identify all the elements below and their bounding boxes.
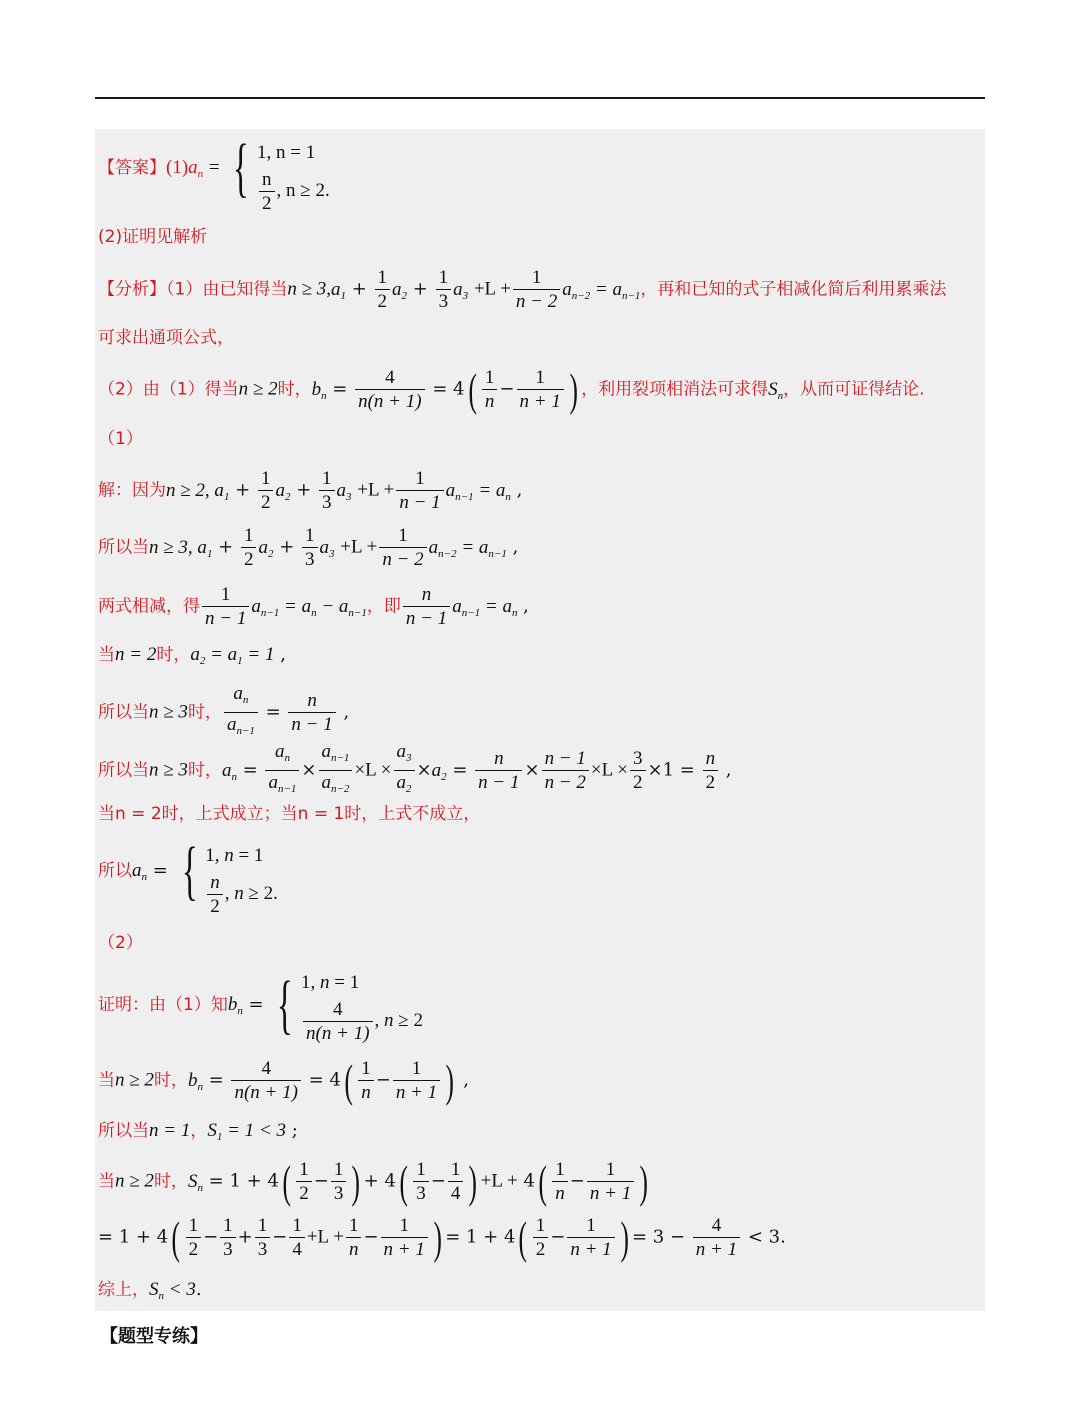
solution-line-1: 解：因为n ≥ 2, $a_1$ + $\frac{1}{2}$ $a_2$ + $\frac{1}{3}$ $a_3 +L$ + $\frac{1}{n - 1}$ $a_{n-1} = a_n$ , — [98, 468, 523, 513]
solution-line-3: 两式相减，得 $\frac{1}{n - 1}$ $a_{n-1} = a_n - a_{n-1}$，即 $\frac{n}{n - 1}$ $a_{n-1} = a_n$ , — [98, 584, 529, 629]
solution-line-11: 所以当n = 1，$S_1 = 1 < 3$ ; — [98, 1120, 298, 1143]
header-rule — [95, 97, 985, 99]
solution-line-7: 当n = 2时，上式成立；当n = 1时，上式不成立， — [98, 804, 481, 824]
analysis-line-3: （2）由（1）得当n ≥ 2时，$b_n$ = $\frac{4}{n(n + 1)}$ = 4( $\frac{1}{n}$ − $\frac{1}{n + 1}$ ) ，利用裂项相消法可求得$S_n$，从而可证得结论. — [98, 363, 925, 415]
analysis-line-1: 【分析】（1）由已知得当$n \ge 3,a_1$ + $\frac{1}{2}$ $a_2$ + $\frac{1}{3}$ $a_3 +L$ + $\frac{1}{n - 2}$ $a_{n-2} = a_{n-1}$，再和已知的式子相减化简后利用累乘法 — [98, 267, 947, 312]
analysis-tag: 【分析】 — [98, 279, 166, 300]
solution-line-10: 当n ≥ 2时，$b_n$ = $\frac{4}{n(n + 1)}$ = 4( $\frac{1}{n}$ − $\frac{1}{n + 1}$ ) , — [98, 1054, 469, 1106]
solution-line-4: 当n = 2时，$a_2 = a_1 = 1$ , — [98, 644, 286, 667]
solution-line-2: 所以当n ≥ 3, $a_1$ + $\frac{1}{2}$ $a_2$ + $\frac{1}{3}$ $a_3 +L$ + $\frac{1}{n - 2}$ $a_{n-2} = a_{n-1}$ , — [98, 525, 519, 570]
analysis-line-2: 可求出通项公式， — [98, 328, 234, 348]
solution-line-8: 所以$a_n$ = { 1, n = 1 $\frac{n}{2}$ , n ≥ 2. — [98, 834, 278, 917]
answer-tag: 【答案】 — [98, 158, 166, 178]
solution-label-1: （1） — [98, 429, 143, 449]
solution-line-5: 所以当n ≥ 3时， $\frac{a_n}{a_{n-1}}$ = $\frac{n}{n - 1}$ , — [98, 683, 350, 737]
answer-part2: (2)证明见解析 — [98, 227, 208, 247]
solution-line-14: 综上，$S_n < 3$. — [98, 1279, 202, 1302]
solution-line-12: 当n ≥ 2时，$S_n = 1 + 4$( $\frac{1}{2}$ − $\frac{1}{3}$ ) + 4( $\frac{1}{3}$ − $\frac{1}{4}$ ) +L + 4( $\frac{1}{n}$ − $\frac{1}{n + 1}$ ) — [98, 1155, 649, 1207]
solution-line-6: 所以当n ≥ 3时，$a_n$ = $\frac{a_n}{a_{n-1}}$ × $\frac{a_{n-1}}{a_{n-2}}$ ×L × $\frac{a_3}{a_2}$ $\times a_2$ = $\frac{n}{n - 1}$ × $\frac{n - 1}{n - 2}$ ×L × $\frac{3}{2}$ ×1 = $\frac{n}{2}$ , — [98, 741, 732, 795]
solution-line-13: = 1 + 4( $\frac{1}{2}$ − $\frac{1}{3}$ + $\frac{1}{3}$ − $\frac{1}{4}$ +L + $\frac{1}{n}$ − $\frac{1}{n + 1}$ ) = 1 + 4( $\frac{1}{2}$ − $\frac{1}{n + 1}$ ) = 3 − $\frac{4}{n + 1}$ < 3. — [98, 1211, 786, 1263]
section-heading: 【题型专练】 — [100, 1326, 208, 1347]
solution-line-9: 证明：由（1）知$b_n$ = { 1, n = 1 $\frac{4}{n(n + 1)}$ , n ≥ 2 — [98, 968, 423, 1044]
solution-label-2: （2） — [98, 933, 143, 953]
answer-line: 【答案】$(1)a_n$ = { 1, n = 1 $\frac{n}{2}$ , n ≥ 2. — [98, 131, 330, 214]
